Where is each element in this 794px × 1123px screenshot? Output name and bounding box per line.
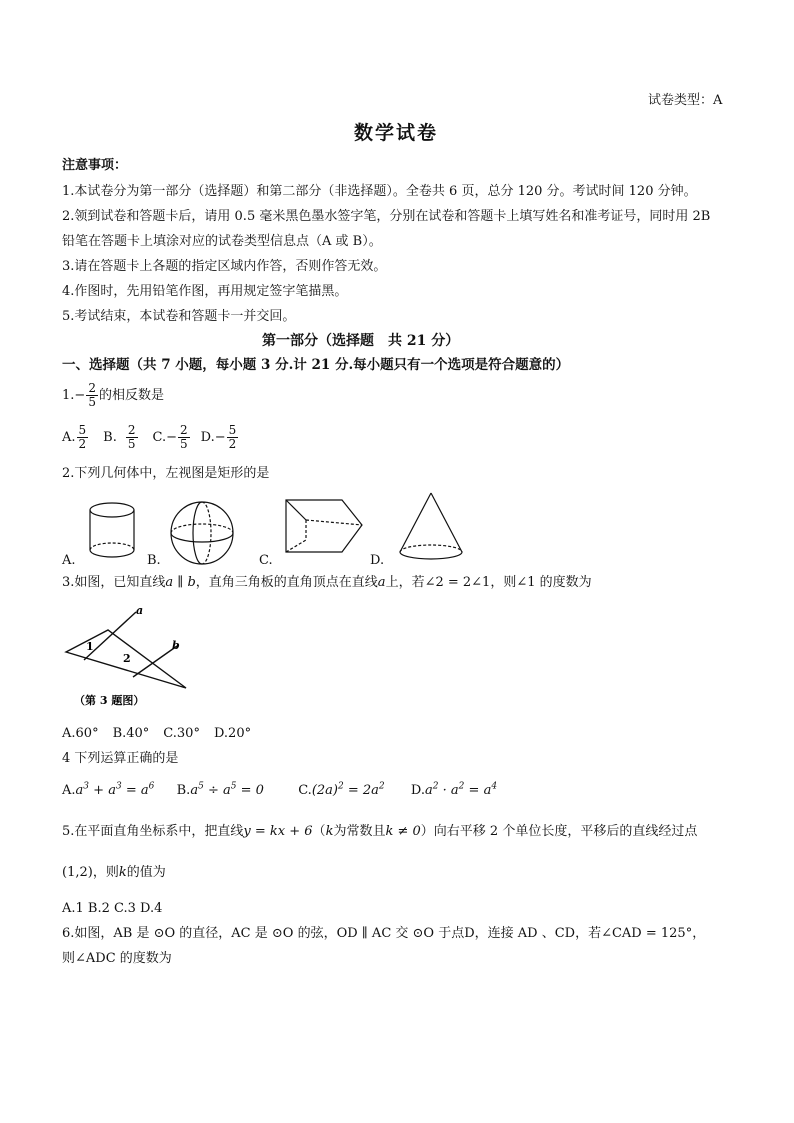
question-6-stem: 6.如图，AB 是 ⊙O 的直径，AC 是 ⊙O 的弦，OD ∥ AC 交 ⊙O 于点D，连接 AD 、CD，若∠CAD = 125°， — [62, 926, 706, 941]
question-3-stem: 3.如图，已知直线a ∥ b，直角三角板的直角顶点在直线a上，若∠2 = 2∠1，则∠1 的度数为 — [62, 575, 592, 590]
notice-item: 2.领到试卷和答题卡后，请用 0.5 毫米黑色墨水签字笔，分别在试卷和答题卡上填写姓名和准考证号，同时用 2B — [62, 209, 711, 224]
angle-1-label: 1 — [86, 640, 94, 653]
part1-heading: 第一部分（选择题 共 21 分） — [262, 333, 460, 349]
notice-item: 铅笔在答题卡上填涂对应的试卷类型信息点（A 或 B）。 — [62, 234, 382, 249]
option-d: $D.a^2 \cdot a^2 = a^4$ — [410, 781, 498, 798]
notice-heading: 注意事项： — [62, 158, 128, 173]
option-b: B. $\frac{2}{5}$ — [103, 423, 136, 451]
angle-2-label: 2 — [123, 652, 131, 665]
option-c-label: C. — [259, 553, 273, 568]
section-heading: 一、选择题（共 7 小题，每小题 3 分.计 21 分.每小题只有一个选项是符合题意的） — [62, 357, 570, 373]
question-5-options: A.1 B.2 C.3 D.4 — [62, 901, 163, 916]
option-c: $C.(2a)^2 = 2a^2$ — [298, 781, 385, 798]
option-a: $A.a^3 + a^3 = a^6$ — [62, 781, 155, 798]
question-4-options — [62, 781, 498, 798]
figure-caption: （第 3 题图） — [74, 694, 145, 707]
option-d-label: D. — [370, 553, 385, 568]
question-6-stem-cont: 则∠ADC 的度数为 — [62, 951, 172, 966]
question-1-stem: 1. − $\frac{2}{5}$ 的相反数是 — [62, 381, 164, 409]
option-c: C. − $\frac{2}{5}$ — [152, 423, 188, 451]
line-b — [133, 646, 177, 677]
question-5-stem: 5.在平面直角坐标系中，把直线y = kx + 6（k为常数且k ≠ 0）向右平移 2 个单位长度，平移后的直线经过点 — [62, 824, 698, 839]
notice-item: 4.作图时，先用铅笔作图，再用规定签字笔描黑。 — [62, 284, 348, 299]
label-b: b — [172, 639, 180, 652]
notice-item: 3.请在答题卡上各题的指定区域内作答，否则作答无效。 — [62, 259, 387, 274]
label-a: a — [136, 604, 144, 617]
notice-item: 5.考试结束，本试卷和答题卡一并交回。 — [62, 309, 296, 324]
page-title: 数学试卷 — [354, 122, 439, 144]
question-4-stem: 4 下列运算正确的是 — [62, 751, 179, 766]
question-2-stem: 2.下列几何体中，左视图是矩形的是 — [62, 466, 270, 481]
paper-type: 试卷类型：A — [648, 93, 723, 108]
option-b: $B.a^5 \div a^5 = 0$ — [176, 781, 264, 798]
notice-item: 1.本试卷分为第一部分（选择题）和第二部分（非选择题）。全卷共 6 页，总分 120 分。考试时间 120 分钟。 — [62, 184, 697, 199]
option-a: A. $\frac{5}{2}$ — [62, 423, 87, 451]
option-a-label: A. — [62, 553, 76, 568]
option-b-label: B. — [147, 553, 161, 568]
question-5-stem-cont: (1,2)，则k的值为 — [62, 865, 166, 880]
question-3-options: A.60° B.40° C.30° D.20° — [62, 726, 252, 741]
option-d: D. − $\frac{5}{2}$ — [200, 423, 237, 451]
